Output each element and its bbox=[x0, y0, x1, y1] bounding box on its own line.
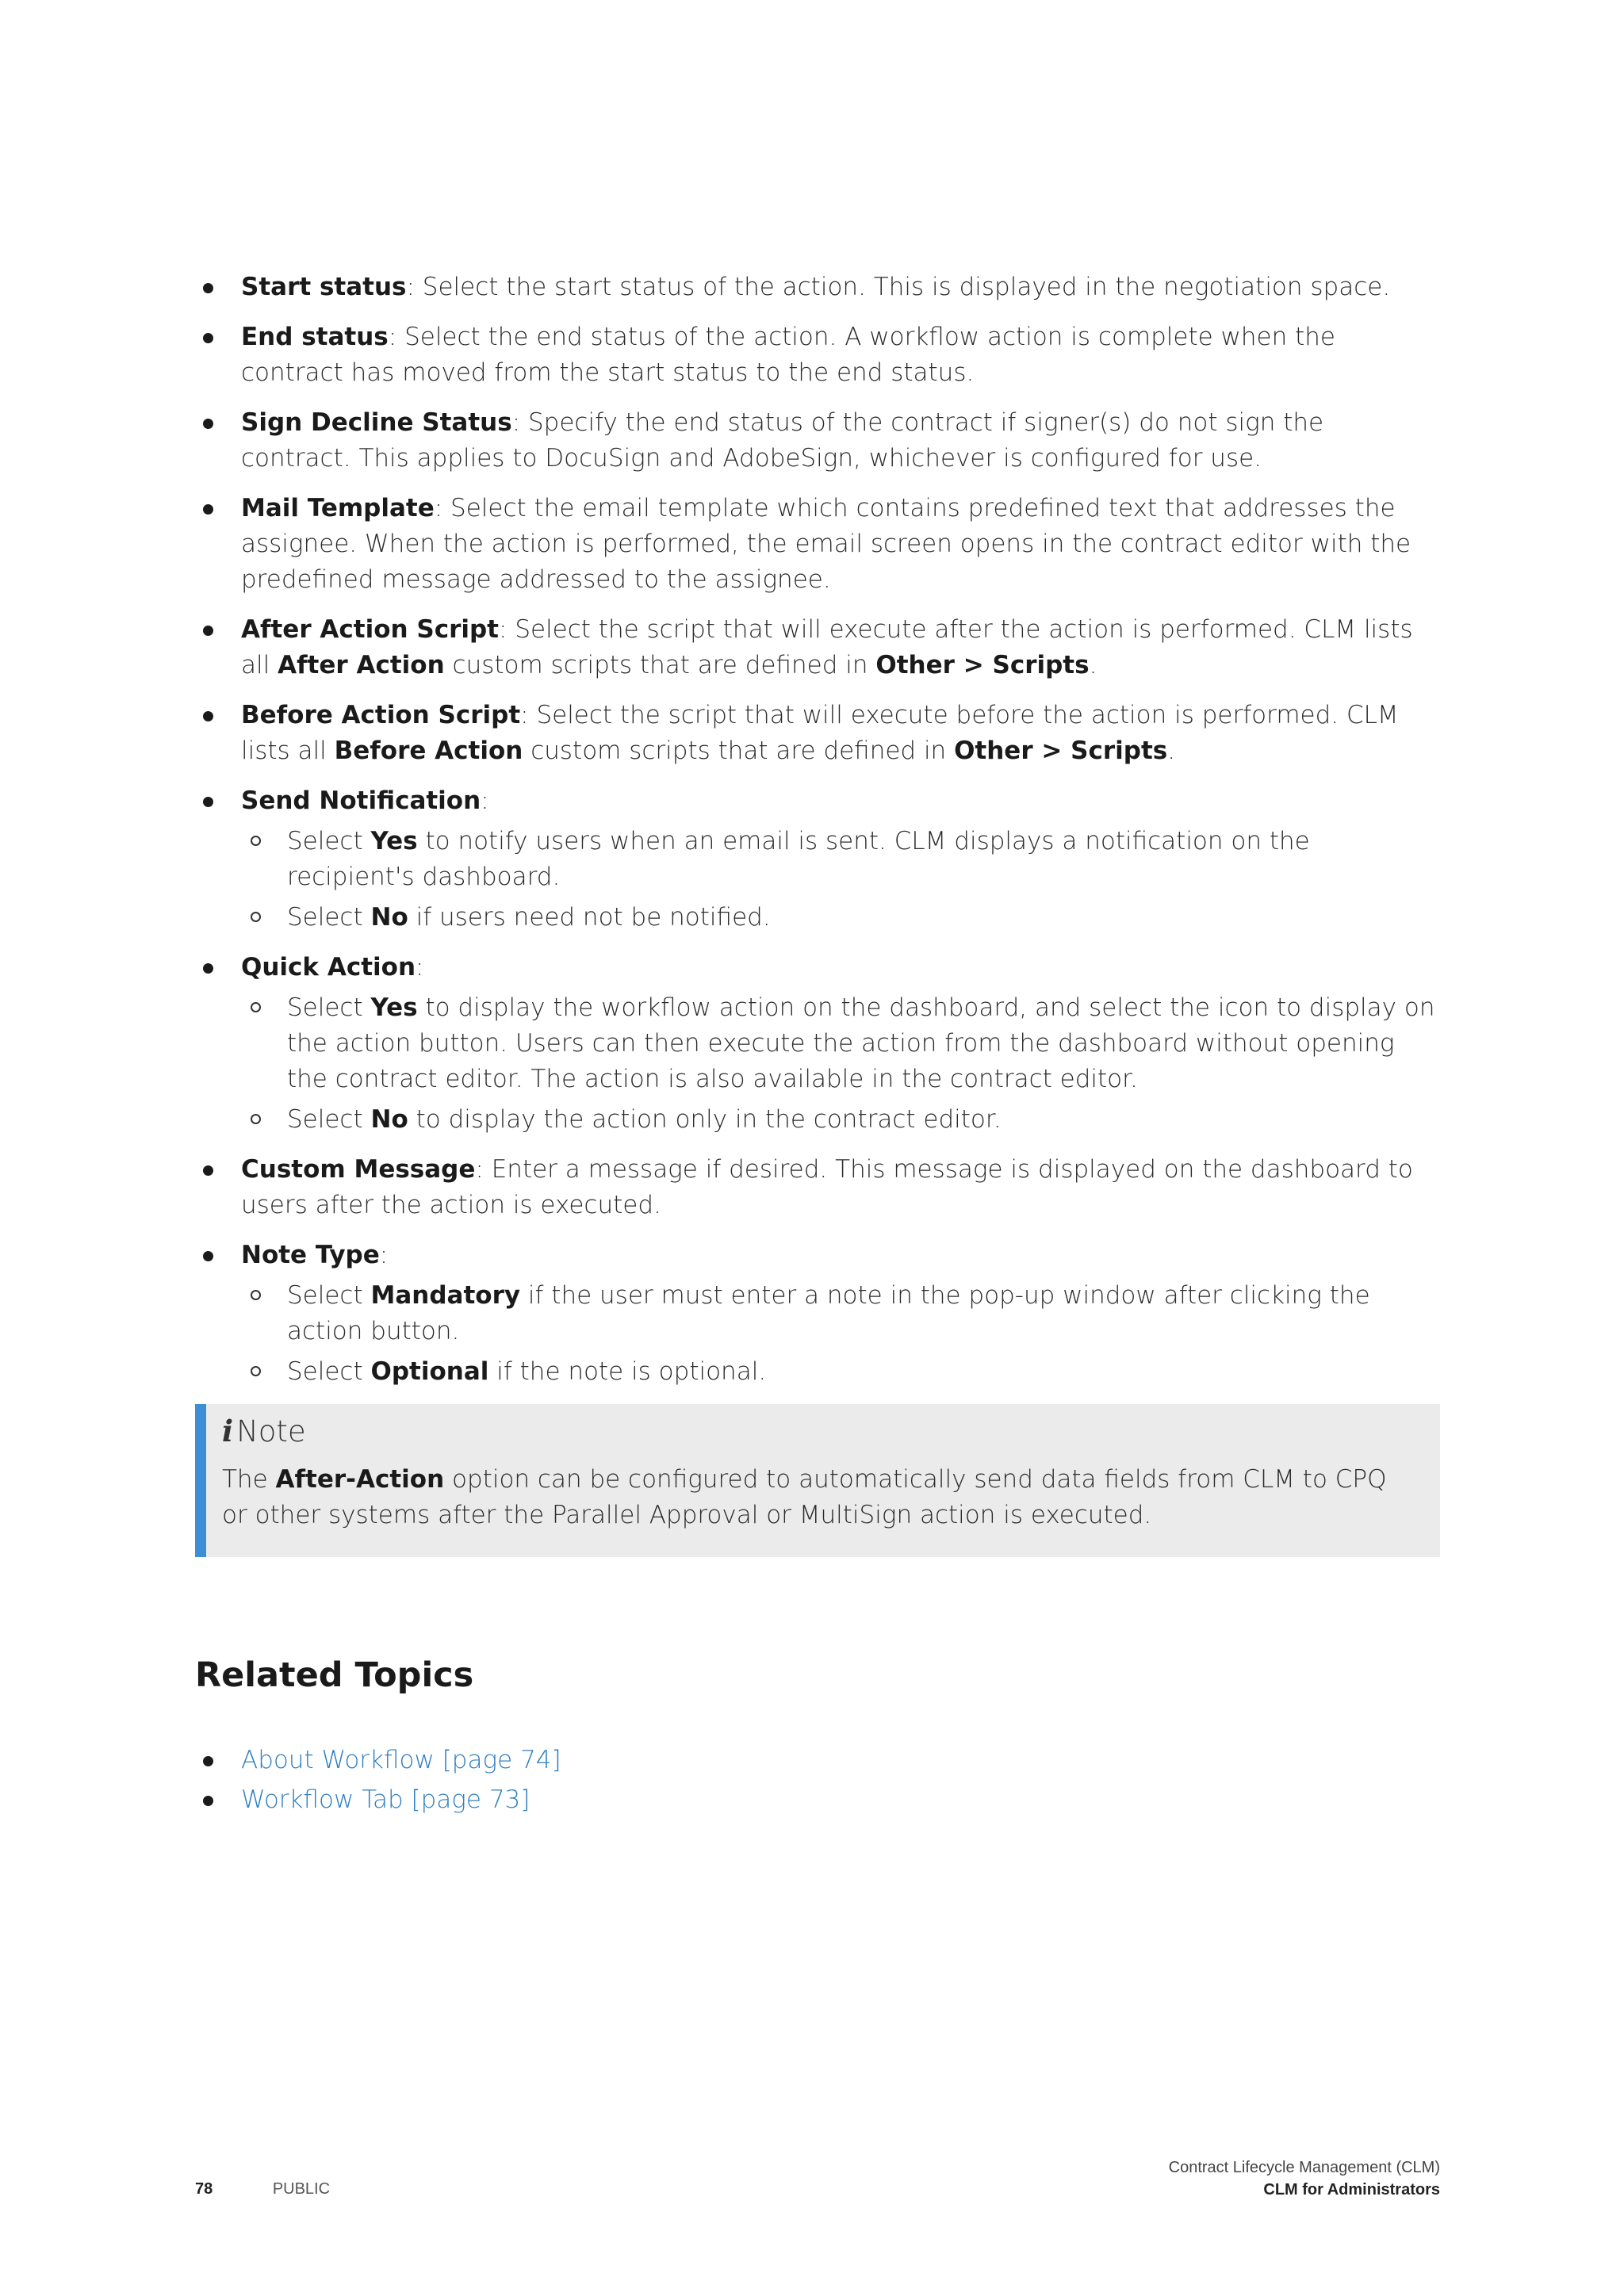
list-item: Mail Template: Select the email template which contains predefined text that addresses the assignee. When the action is performed, the email screen opens in the contract editor with the predefined message addressed to the assignee. bbox=[195, 491, 1440, 598]
link-about-workflow[interactable]: About Workflow [page 74] bbox=[241, 1746, 561, 1774]
book-title: CLM for Administrators bbox=[1263, 2181, 1440, 2198]
footer-right bbox=[1169, 2156, 1440, 2201]
info-icon: i bbox=[222, 1414, 234, 1448]
page-number: 78 bbox=[195, 2180, 213, 2198]
sub-list-item: Select Optional if the note is optional. bbox=[241, 1354, 1440, 1390]
list-item: Sign Decline Status: Specify the end status of the contract if signer(s) do not sign the contract. This applies to DocuSign and AdobeSign, whichever is configured for use. bbox=[195, 405, 1440, 476]
list-item: Start status: Select the start status of the action. This is displayed in the negotiation space. bbox=[195, 270, 1440, 305]
sub-list-item: Select No if users need not be notified. bbox=[241, 900, 1440, 936]
sub-list-item: Select Yes to notify users when an email is sent. CLM displays a notification on the recipient's dashboard. bbox=[241, 824, 1440, 895]
related-topics bbox=[195, 1655, 1440, 1818]
related-links bbox=[195, 1743, 1440, 1818]
sub-list-item: Select Yes to display the workflow action on the dashboard, and select the icon to display on the action button. Users can then execute the action from the dashboard without opening the contract editor. The action is also available in the contract editor. bbox=[241, 990, 1440, 1097]
list-item: End status: Select the end status of the action. A workflow action is complete when the contract has moved from the start status to the end status. bbox=[195, 320, 1440, 391]
related-topics-heading: Related Topics bbox=[195, 1655, 474, 1695]
list-item: After Action Script: Select the script that will execute after the action is performed. CLM lists all After Action custom scripts that are defined in Other > Scripts. bbox=[195, 612, 1440, 683]
list-item: Quick Action: Select Yes to display the workflow action on the dashboard, and select the icon to display on the action button. Users can then execute the action from the dashboard without opening the contract editor. The action is also available in the contract editor. Select No to display the action only in the contract editor. bbox=[195, 950, 1440, 1138]
field-list bbox=[195, 270, 1440, 1390]
list-item bbox=[195, 1782, 1440, 1818]
classification-label: PUBLIC bbox=[272, 2180, 331, 2198]
footer-left bbox=[195, 2180, 330, 2198]
sub-list bbox=[241, 824, 1440, 936]
sub-list-item: Select No to display the action only in the contract editor. bbox=[241, 1102, 1440, 1138]
sub-list bbox=[241, 1278, 1440, 1390]
list-item bbox=[195, 1743, 1440, 1778]
list-item: Custom Message: Enter a message if desired. This message is displayed on the dashboard to users after the action is executed. bbox=[195, 1152, 1440, 1223]
sub-list bbox=[241, 990, 1440, 1138]
sub-list-item: Select Mandatory if the user must enter a note in the pop-up window after clicking the action button. bbox=[241, 1278, 1440, 1349]
document-title: Contract Lifecycle Management (CLM) bbox=[1168, 2159, 1440, 2176]
note-title: i Note bbox=[222, 1414, 306, 1448]
link-workflow-tab[interactable]: Workflow Tab [page 73] bbox=[241, 1785, 530, 1814]
page-content bbox=[195, 270, 1440, 1822]
list-item: Send Notification: Select Yes to notify users when an email is sent. CLM displays a notification on the recipient's dashboard. Select No if users need not be notified. bbox=[195, 783, 1440, 936]
list-item: Before Action Script: Select the script that will execute before the action is performed. CLM lists all Before Action custom scripts that are defined in Other > Scripts. bbox=[195, 698, 1440, 769]
note-body: The After-Action option can be configured to automatically send data fields from CLM to CPQ or other systems after the Parallel Approval or MultiSign action is executed. bbox=[222, 1465, 1387, 1529]
note-box bbox=[195, 1404, 1440, 1557]
list-item: Note Type: Select Mandatory if the user must enter a note in the pop-up window after clicking the action button. Select Optional if the note is optional. bbox=[195, 1238, 1440, 1390]
